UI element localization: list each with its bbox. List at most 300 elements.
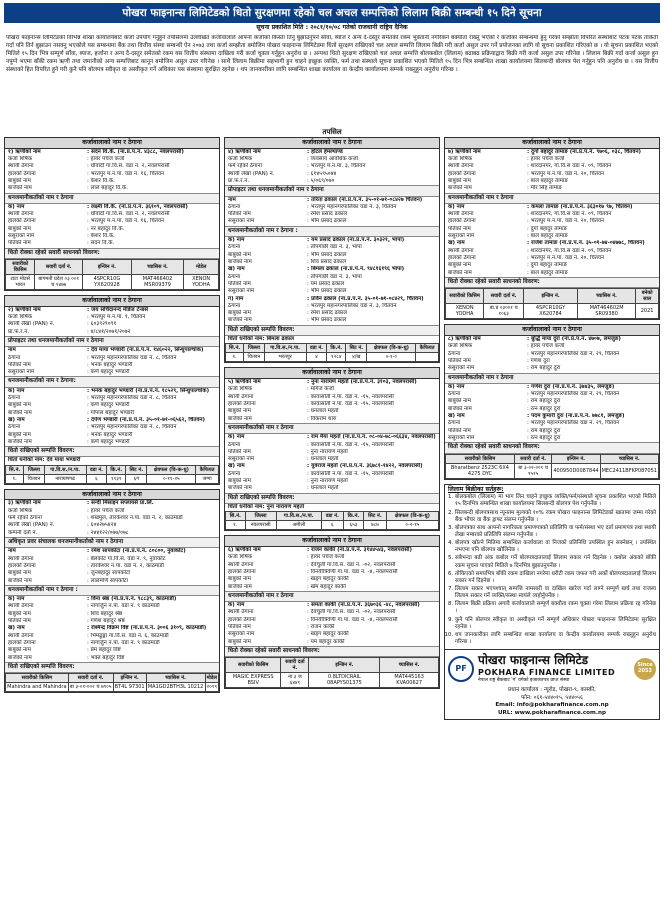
info-value: : शारदानगर, गा.वि.स वडा नं. ०९, चितवन (527, 163, 612, 170)
info-label: स्थायी ठेगाना (228, 609, 254, 616)
info-row (225, 471, 439, 478)
info-value: : कावासोती न.पा. वडा नं. -१५, नवलपरासी (307, 470, 394, 477)
info-row (5, 570, 219, 577)
info-label: स्थायी ठेगाना (8, 603, 34, 610)
info-row (225, 218, 439, 225)
condition-item: 10. थप जानकारीका लागि सम्बन्धित शाखा कार्यालय वा केन्द्रीय कार्यालयमा सम्पर्क राख्नुहुन अनुरोध गरिन्छ । (455, 632, 656, 646)
info-label: ससुराको नाम (8, 369, 35, 376)
info-row (5, 211, 219, 218)
info-label: फर्म रहेको ठेगाना (8, 515, 43, 522)
info-label: कर्जा शिर्षक (8, 314, 33, 321)
info-value: : हायर पर्चेज कर्जा (307, 554, 345, 561)
info-row (225, 631, 439, 638)
info-value: : रश्मिन्द्र विक्रम विष्ट (ना.प्र.प.नं. ३००६ ३१०९, काठमाडौं) (87, 625, 207, 632)
info-label: हालको ठेगाना (8, 218, 36, 225)
vehicle-heading: धितो राखिएको सम्पत्ति विवरण: (5, 662, 219, 673)
info-label: कर्जा शिर्षक (448, 156, 473, 163)
table-cell: बागमती प्रदेश ०३ ००१ च १४७७ (35, 274, 83, 289)
info-value: : भनक बहादुर भण्डारी (87, 361, 133, 368)
guarantor-heading: धनजमानीकर्ताको नाम र ठेगाना (225, 423, 439, 434)
table-cell (416, 353, 439, 362)
table-header-cell: क्षेत्रफल (वि-क-धु) (386, 512, 438, 521)
info-value: : कर्ण बहादुर भण्डारी (87, 438, 130, 445)
table-cell: अमौली (276, 521, 321, 530)
info-label: स्थायी लेखा (PAN) नं. (8, 522, 55, 529)
info-label: पतिको नाम (228, 624, 251, 631)
table-header-cell: च्यासिस नं. (600, 454, 658, 463)
table-cell: बा.प्र ०३००१ च १०६३ (484, 304, 524, 319)
info-label: ख) नाम (448, 413, 465, 420)
info-label: स्थायी ठेगाना (448, 211, 474, 218)
info-value: : ६०३९२९०९१ (87, 321, 117, 328)
info-value: : कावासोती न.पा. वडा नं. -१५, नवलपरासी (307, 441, 394, 448)
info-label: ४) ऋणीको नाम (228, 148, 261, 155)
card-heading: कर्जावालाको नाम र ठेगाना (5, 138, 219, 149)
info-label: ख) नाम (8, 416, 25, 423)
land-owner: धितो धनीको नाम: बिमला ढकाल (228, 336, 294, 343)
info-label: २) ऋणीको नाम (8, 306, 41, 313)
info-label: हालको ठेगाना (8, 639, 36, 646)
table-cell: ६ (86, 474, 107, 483)
info-row (225, 317, 439, 324)
info-value: : मीर सिंह तामाङ (527, 185, 562, 192)
card-heading: कर्जावालाको नाम र ठेगाना (5, 296, 219, 307)
info-row (5, 515, 219, 522)
info-value: : धौवादी गा.वि.स. वडा नं. २, नवलपरासी (87, 211, 170, 218)
table-cell: 4SPCR10GY X620784 (524, 304, 578, 319)
table-cell: MA1GD2BTH3L 10212 (147, 684, 204, 691)
info-label: बाबुको नाम (448, 178, 471, 184)
table-cell: MAT445163 KVA00627 (380, 673, 439, 688)
info-row (225, 485, 439, 492)
info-label: बाजेको नाम (228, 317, 252, 324)
card-heading: कर्जावालाको नाम र ठेगाना (225, 368, 439, 379)
table-cell: MAT466402 MSR09379 (131, 274, 184, 289)
info-value: : रत्न बहादुर दुरा (527, 405, 561, 412)
table-cell: टाटा मोटर्स भारत (6, 274, 35, 289)
table-header-cell: वडा नं. (86, 465, 107, 474)
info-label: बाबुको नाम (228, 576, 251, 583)
info-value: : दुर्गा बहादुर तामाङ (ना.प्र.प.नं. ९७०६, ०३८, चितवन) (527, 148, 642, 155)
info-row (225, 408, 439, 415)
info-row (225, 281, 439, 288)
info-value: : तरिता ढकाल (ना.प्र.प.नं. ३५-०१-७१-०८४२७ चितवन) (307, 196, 423, 203)
info-value: : जय सचिदानन्द मेडिज टेन्डर्स (87, 306, 148, 313)
info-row (5, 185, 219, 192)
info-label: ठेगाना (8, 354, 21, 361)
info-value: : यम प्रसाद ढकाल (ना.प्र.प.नं. ३०३२१, भापा) (307, 237, 405, 244)
info-row (225, 259, 439, 266)
borrower-card-3 (4, 489, 220, 693)
info-row (5, 596, 219, 603)
table-cell: MAGIC EXPRESS BSIV (226, 673, 281, 688)
table-header-cell: च्यासिस नं. (380, 658, 439, 673)
info-label: ठेगाना (228, 244, 241, 251)
info-label: कर्जा शिर्षक (8, 156, 33, 163)
info-row (5, 563, 219, 570)
info-label: पतिको नाम (448, 357, 471, 364)
info-label: कर्जा शिर्षक (448, 343, 473, 350)
info-label: ख) नाम (228, 463, 245, 470)
table-header-cell: क्षेत्रफल (वि-क-धु) (147, 465, 196, 474)
info-row (225, 204, 439, 211)
info-label: ठेगाना (448, 420, 461, 427)
info-value: : नर बहादुर वि.के. (87, 225, 125, 232)
info-row (445, 384, 659, 391)
info-row (445, 358, 659, 365)
info-value: : भीम प्रसाद ढकाल (307, 317, 347, 324)
info-value: : लाल बहादुर वि.के. (87, 185, 128, 192)
info-label: फर्म रहेको ठेगाना (228, 163, 263, 170)
table-header-cell: वडा नं. (321, 512, 343, 521)
land-heading: धितो राखिएको सम्पत्ति विवरण: (225, 493, 439, 504)
card-heading: कर्जावालाको नाम र ठेगाना (445, 138, 659, 149)
borrower-card-4 (224, 137, 440, 363)
info-value: : भरतपुर म.न.पा. १, चितवन (87, 314, 146, 321)
table-cell: बा ३-०१-००२ च ७९०५ (69, 684, 112, 691)
info-row (5, 321, 219, 328)
info-row (225, 178, 439, 185)
info-value: : देवचुली गा.वि.स. वडा नं. -०२, नवलपरासी (307, 609, 396, 616)
info-value: : विना श्रेष्ठ (ना.प्र.प.नं. ९८८३९, काठमाडौं) (87, 596, 177, 603)
vehicle-heading: धितो रोक्का रहेको सवारी साधनको विवरण: (445, 442, 659, 453)
info-label: बाजेको नाम (228, 583, 252, 590)
company-url[interactable]: URL: www.pokharafinance.com.np (498, 709, 606, 716)
info-value: : लालमणि सापकोटा (87, 577, 129, 584)
info-label: ससुराको नाम (228, 288, 255, 295)
info-label: ससुराको नाम (228, 631, 255, 638)
info-row (5, 163, 219, 170)
info-label: बाबुको नाम (448, 398, 471, 405)
info-label: क) नाम (8, 596, 25, 603)
info-label: हालको ठेगाना (228, 616, 256, 623)
info-label: बाबुको नाम (8, 402, 31, 409)
info-row (5, 530, 219, 537)
info-label: बाबुको नाम (228, 408, 251, 415)
info-value: : ६०४२७५४२४ (87, 522, 117, 529)
info-row (445, 391, 659, 398)
info-label: पतिको नाम (448, 427, 471, 434)
table-header-cell: कैफियत (416, 344, 439, 353)
info-value: : भरतपुर महानगरपालिका वडा नं. ८, चितवन (87, 395, 177, 401)
vehicle-table (5, 259, 219, 290)
info-value: : भक्त बहादुर विष्ट (87, 654, 125, 661)
info-value: : ५/०६९/०७० (307, 178, 335, 184)
table-cell: Bharatbenz 2523C 6X4 4275 DYC (446, 463, 515, 478)
info-row (225, 569, 439, 576)
info-value: : भरतपुर म.न.पा. वडा नं. २०, चितवन (527, 255, 604, 262)
table-header-cell: सवारी दर्ता नं. (35, 259, 83, 274)
info-value: : गोपाल बहादुर भण्डारी (87, 409, 135, 416)
table-header-cell: सि.नं. (6, 465, 24, 474)
table-header-cell: इन्जिन नं. (113, 674, 146, 683)
table-header-cell: मोडेल (206, 675, 217, 682)
table-header-cell: सिट नं. (126, 465, 147, 474)
table-header-cell: गा.वि.स./न.पा. (264, 344, 306, 353)
info-value: : शारदानगर, गा.वि.स वडा नं. ०९, चितवन (527, 247, 612, 254)
table-cell: ०-२-१५ (386, 521, 438, 530)
land-table (225, 511, 439, 530)
info-value: : शारदानगर, गा.वि.स वडा नं. ०९, चितवन (527, 211, 612, 218)
table-cell: नारायणगढ (44, 474, 86, 483)
table-cell: 0.8LTDICRAIL 08APYS01375 (309, 673, 380, 688)
info-row (225, 401, 439, 408)
info-value: : कर्ण बहादुर भण्डारी (87, 402, 130, 409)
table-header-cell: सवारीको किसिम (226, 658, 281, 673)
info-row (225, 386, 439, 393)
info-row (225, 554, 439, 561)
info-value: : लक्ष्मी वि.के. (ना.प्र.प.नं. ३६१०९, नवलपरासी) (87, 203, 188, 210)
table-header-cell: इन्जिन नं. (524, 289, 578, 304)
info-row (5, 625, 219, 632)
info-label: बाबुको नाम (8, 610, 31, 617)
info-label: बाबुको नाम (228, 310, 251, 317)
table-cell: ४/ख (346, 353, 367, 362)
info-label: कर्जा शिर्षक (228, 156, 253, 163)
info-label: ठेगाना (228, 203, 241, 210)
info-row (225, 296, 439, 303)
info-value: : हायर पर्चेज कर्जा (87, 507, 125, 514)
publication-date: सूचना प्रकाशित मिति : २०८१/१०/०८ गतेको राजधानी राष्ट्रिय दैनिक (256, 24, 408, 31)
company-address: प्रधान कार्यालय : न्यूरोड, पोखरा-९, कास्की, (508, 687, 596, 694)
info-label: पतिको नाम (448, 225, 471, 232)
info-row (445, 270, 659, 277)
info-label: बाबुको नाम (8, 570, 31, 577)
info-value: : बिमला ढकाल (ना.प्र.प.नं. ९४८१६१९६ भापा) (307, 266, 405, 273)
land-owner: धितो धनीको नाम: नुना नारायण महतो (228, 503, 305, 510)
info-label: बाबुको नाम (448, 262, 471, 269)
table-header-cell: इन्जिन नं. (309, 658, 380, 673)
info-label: बाजेको नाम (8, 438, 32, 445)
info-row (5, 402, 219, 409)
info-value: : धनलाल महतो (307, 456, 339, 463)
info-label: स्थायी ठेगाना (228, 561, 254, 568)
land-heading: धितो राखिएको सम्पत्ति विवरण: (225, 325, 439, 336)
condition-item: 8. लिलाम बिक्री प्रक्रिया अगावै कर्जावालाले सम्पूर्ण बक्यौता रकम चुक्ता गरेमा लिलाम प्रक्रिया रद्द गरिनेछ । (455, 601, 656, 615)
info-value: : नागार्जुन न.पा. वडा नं. ९ काठमाडौं (87, 603, 160, 610)
table-header-cell: गा.वि.स./न.पा. (44, 465, 86, 474)
info-value: : भरतपुर म.न.पा. वडा नं. १६, चितवन (87, 170, 164, 177)
info-value: : बुद्धि माया दुरा (ना.प्र.प.नं. ४७०७, लमजुङ) (527, 335, 621, 342)
info-label: ठेगाना (448, 391, 461, 398)
borrower-card-7 (444, 137, 660, 320)
info-label: कर्जा शिर्षक (8, 507, 33, 514)
proprietor-heading: प्रोपाइटर तथा धनजमानीकर्ताको नाम र ठेगाना (5, 336, 219, 347)
table-header-cell: सवारी दर्ता नं. (514, 454, 551, 463)
info-value: : रमेश प्रसाद ढकाल (307, 211, 348, 218)
info-label: ख) नाम (8, 625, 25, 632)
info-value: : कर्ण बहादुर भण्डारी (87, 369, 130, 376)
info-label: पतिको नाम (8, 361, 31, 368)
info-row (225, 617, 439, 624)
info-value: : कावासोती न.पा. वडा नं. -१५, नवलपरासी (307, 393, 394, 400)
land-owner: धितो धनीको नाम: देव माया भण्डारी (8, 457, 81, 464)
info-label: नाम (8, 548, 16, 555)
info-value: : राजन कार्की (307, 624, 335, 631)
info-row (445, 435, 659, 442)
info-value: : तोपगाछी वडा नं. ३, भापा (307, 273, 362, 280)
info-row (225, 449, 439, 456)
info-row (5, 347, 219, 354)
table-cell: चितवन (244, 353, 264, 362)
info-label: स्थायी ठेगाना (8, 163, 34, 170)
info-value: : गणेश दुरा (527, 357, 550, 364)
info-label: ठेगाना (8, 395, 21, 401)
table-header-cell: वडा नं. (306, 344, 327, 353)
info-row (445, 398, 659, 405)
company-name-en: POKHARA FINANCE LIMITED (478, 668, 616, 678)
vehicle-table (225, 657, 439, 688)
info-value: : प्रेम बहादुर विष्ट (87, 647, 121, 654)
info-row (5, 548, 219, 555)
company-tagline: नेपाल राष्ट्र बैंकबाट 'ग' वर्गको इजाजतपत्र प्राप्त संस्था (478, 678, 570, 684)
info-value: : मोर्गेज कर्जा (307, 386, 335, 393)
info-row (225, 584, 439, 591)
since-badge: Since 2053 (634, 658, 656, 680)
info-value: : यम प्रसाद ढकाल (307, 280, 345, 287)
info-label: हालको ठेगाना (448, 255, 476, 262)
info-value: : कमला तामाङ (ना.प्र.प.नं. ३६३०१७ ९७, चितवन) (527, 203, 633, 210)
guarantor-heading: धनजमानीकर्ताको नाम र ठेगाना : (5, 585, 219, 596)
table-header-cell: गा.वि.स./न.पा. (276, 512, 321, 521)
info-value: : ६१४५९५०४४ (307, 170, 337, 177)
info-value: : जुनबहादुर सापकोटा (87, 570, 131, 577)
info-row (5, 149, 219, 156)
info-row (5, 640, 219, 647)
info-row (445, 226, 659, 233)
info-value: : दुर्गा बहादुर तामाङ (527, 225, 568, 232)
info-row (445, 156, 659, 163)
info-label: बाजेको नाम (8, 185, 32, 192)
info-value: : हायर पर्चेज कर्जा (87, 156, 125, 163)
info-value: : भरतपुर म.न.पा. वडा नं. २०, चितवन (527, 170, 604, 177)
info-value: : देवचुली गा.वि.स. वडा नं. -०२, नवलपरासी (307, 561, 396, 568)
director-heading: अधिकृत प्रवर संचालक धनजमानीकर्ताको नाम र ठेगाना (5, 537, 219, 548)
table-cell: ४ (306, 353, 327, 362)
info-value: : भीम प्रसाद ढकाल (307, 251, 347, 258)
info-value: : भनक बहादुर भण्डारी (87, 431, 133, 438)
info-value: : राजेश तामाङ (ना.प्र.प.नं. ३५-०१-७४-०४७७८, चितवन) (527, 240, 645, 247)
table-cell: ७८७ (364, 521, 387, 530)
info-label: ८) ऋणीको नाम (448, 335, 481, 342)
info-label: बाबुको नाम (228, 638, 251, 645)
info-label: हालको ठेगाना (228, 401, 256, 408)
vehicle-table (445, 288, 659, 319)
info-row (445, 211, 659, 218)
info-value: : हायर पर्चेज कर्जा (527, 156, 565, 163)
info-label: बाबुको नाम (228, 251, 251, 258)
intro-paragraph: पोखरा फाइनान्स लिमिटेडको विभिन्न शाखा कार्यालयबाट कर्जा उपयोग गर्नुहुने तपसिलमा उल्लेखित कर्जावालाले आफ्नो कर्जाको किस्ता तिर्नु बुझाउनुपर्ने साँवा, ब्याज र अन्य दै-दस्तुर समेतको रकम भुक्तानी नगरिकन बक्यौता राख्नु भएको र कर्जाका सम्बन्धमा हुनु गरेको सम्झौता विपरित संस्थाबाट पटक पटक ताकेता गर्दा पनि तिर्न बुझाउन नसक्नु भएकोले यस सम्बन्धमा बैंक तथा वित्तीय संस्था सम्बन्धी ऐन २०७३ तथा कर्जा सम्झौता बमोजिम पोखरा फाइनान्स लिमिटेडमा धितो सुरक्षण राखिएको चल अचल सम्पत्ति लिलाम बिक्री गरी कर्जा असुल उपर गर्ने प्रयोजनका लागि यो सूचना प्रकाशित गरिएको छ । यो सूचना प्रकाशित भएको मितिले १५ दिन भित्र सम्पूर्ण साँवा, ब्याज, हर्जाना र अन्य दै-दस्तुर समेतको रकम यस वित्तीय संस्थामा दाखिला गरी कर्जा चुक्ता गर्नुहुन अनुरोध छ । अन्यथा धितो सुरक्षण राखिएको चल अचल सम्पत्ति बोलकबोल (लिलाम) बढाबढ प्रक्रियाद्वारा बिक्री गरी कर्जा असुल उपर गरिनेछ । लिलाम बिक्री गर्दा कर्जा असुल हुन नपुग्ने भएमा बाँकी रकम ऋणी तथा जमानीको अन्य सम्पत्तिबाट कानून बमोजिम असुल उपर गरिनेछ । साथै लिलाम बिक्रीमा सहभागी हुन चाहने इच्छुक व्यक्ति, फर्म तथा संस्थाले सूचना प्रकाशित भएको मितिले १५ दिन भित्र सम्बन्धित शाखा कार्यालयमा सिलबन्दी बोलपत्र पेश गर्नुहुन पनि अनुरोध छ । यस वित्तीय संस्थाको हित विपरित हुने गरी कुनै पनि बोलपत्र स्वीकृत वा अस्वीकृत गर्ने अधिकार यस संस्थामा सुरक्षित रहनेछ । थप जानकारीका लागि सम्बन्धित शाखा कार्यालय वा केन्द्रीय कार्यालयमा सम्पर्क राख्नुहुन अनुरोध गरिन्छ । (6, 35, 658, 73)
info-label: ठेगाना (8, 424, 21, 431)
info-label: बाबुको नाम (8, 225, 31, 232)
table-cell: XENON YODHA (184, 274, 219, 289)
vehicle-table (445, 454, 659, 479)
info-label: स्थायी ठेगाना (8, 632, 34, 639)
borrower-card-1 (4, 137, 220, 291)
info-row (5, 218, 219, 225)
info-value: : केशर वि.के. (87, 233, 115, 240)
info-row (5, 556, 219, 563)
table-cell: Mahindra and Mahindra (7, 684, 67, 691)
info-label: ससुराको नाम (448, 434, 475, 441)
info-value: : शंखमुल, तारकेश्वर न.पा. वडा नं. २, काठमाडौं (87, 515, 183, 522)
condition-item: 1. बोलकबोल (लिलाम) मा भाग लिन चाहने इच्छुक व्यक्ति/फर्म/संस्थाले सूचना प्रकाशित भएको मितिले १५ दिनभित्र सम्बन्धित शाखा कार्यालयमा सिलबन्दी बोलपत्र पेश गर्नुपर्नेछ । (455, 494, 656, 508)
info-row (5, 388, 219, 395)
info-label: बाजेको नाम (228, 415, 252, 422)
vehicle-heading: धितो रोक्का रहेको सवारी साधनको विवरण: (445, 277, 659, 288)
company-name-np: पोखरा फाइनान्स लिमिटेड (478, 653, 589, 668)
company-logo-block (445, 649, 659, 687)
info-row (445, 185, 659, 192)
info-row (5, 647, 219, 654)
info-label: ख) नाम (228, 266, 245, 273)
info-value: : दुर्गा बहादुर तामाङ (527, 262, 568, 269)
table-header-cell: क्षेत्रफल (वि-क-धु) (367, 344, 416, 353)
info-value: : राम बहादुर दुरा (527, 427, 561, 434)
info-row (225, 244, 439, 251)
table-cell: नवलपरासी (245, 521, 276, 530)
info-row (225, 463, 439, 470)
info-label: हालको ठेगाना (228, 568, 256, 575)
info-value: : भरतपुर म.न.पा. ३, चितवन (307, 163, 366, 170)
info-value: : सदन वि.के. (87, 240, 115, 247)
guarantor-heading: धनजमानीकर्ताको नाम र ठेगाना : (225, 226, 439, 237)
info-value: : भरतपुर महानगरपालिका वडा नं. २९, चितवन (527, 391, 620, 398)
info-row (5, 395, 219, 402)
info-row (445, 248, 659, 255)
info-row (445, 428, 659, 435)
info-row (445, 178, 659, 185)
conditions-list (445, 494, 659, 649)
table-header-cell: सवारीको किसिम (446, 289, 484, 304)
info-label: ६) ऋणीको नाम (228, 546, 261, 553)
table-cell: १. (226, 521, 246, 530)
condition-item: 7. लिलाम सकार भएपश्चात् सम्पत्ति नामसारी वा दाखिल खारेज गर्दा लाग्ने सम्पूर्ण खर्च तथा राजस्व लिलाम सकार गर्ने व्यक्ति/संस्था स्वयंले व्यहोर्नुपर्नेछ । (455, 586, 656, 600)
conditions-title: लिलाम बिक्रीका सर्तहरू: (448, 485, 504, 493)
info-value: : भीम प्रसाद ढकाल (307, 218, 347, 225)
info-label: बाजेको नाम (448, 185, 472, 192)
info-value: : भरतपुर म.न.पा. वडा नं. २०, चितवन (527, 218, 604, 225)
info-value: : नुना नारायण महतो (307, 478, 348, 485)
notice-title: पोखरा फाइनान्स लिमिटेडको धितो सुरक्षणमा रहेको चल अचल सम्पत्तिको लिलाम बिक्री सम्बन्धी १५ दिने सूचना (4, 3, 660, 23)
info-value: : पदम कुमारी दुरा (ना.प्र.प.नं. ७७८१, लमजुङ) (527, 413, 625, 420)
info-row (5, 171, 219, 178)
table-header-cell: सवारी दर्ता नं. (68, 674, 113, 683)
info-value: : नागार्जुन न.पा. वडा नं. ९ काठमाडौं (87, 639, 160, 646)
guarantor-heading: धनजमानीकर्ताको नाम र ठेगाना (445, 373, 659, 384)
info-value: : होटल हेमल्याण्ड (307, 148, 343, 155)
info-value: : धनलाल महतो (307, 408, 339, 415)
info-row (5, 240, 219, 247)
column-1 (4, 137, 220, 697)
info-label: ग) नाम (228, 295, 244, 302)
info-row (5, 233, 219, 240)
info-value: : सदन वि.के. (ना.प्र.प.नं. ४३८८, नवलपरासी) (87, 148, 184, 155)
info-row (445, 336, 659, 343)
info-value: : विकराम थारु (307, 415, 337, 422)
info-label: हालको ठेगाना (8, 562, 36, 569)
info-label: बाजेको नाम (448, 269, 472, 276)
info-row (225, 197, 439, 204)
vehicle-table (5, 673, 219, 692)
info-label: स्थायी ठेगाना (448, 247, 474, 254)
info-value: : हायर पर्चेज कर्जा (527, 343, 565, 350)
vehicle-heading: धितो रोक्का रहेको सवारी साधनको विवरण: (5, 248, 219, 259)
table-header-cell: सवारी दर्ता नं. (484, 289, 524, 304)
info-value: : केशर वि.के. (87, 178, 115, 184)
company-email[interactable]: Email: info@pokharafinance.com.np (495, 702, 609, 709)
info-row (5, 369, 219, 376)
